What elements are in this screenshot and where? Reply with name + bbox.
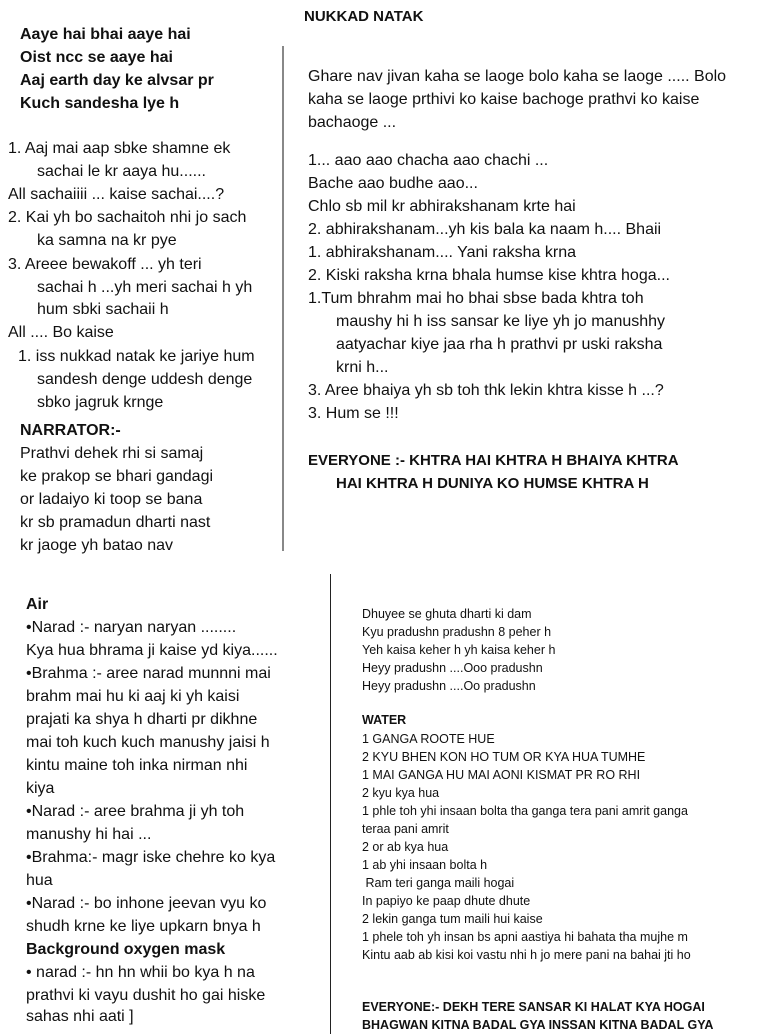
paragraph-line: kaha se laoge prthivi ko kaise bachoge prathvi ko kaise — [308, 91, 700, 108]
air-heading: Air — [26, 596, 49, 613]
everyone-line: EVERYONE:- DEKH TERE SANSAR KI HALAT KYA HOGAI — [362, 1000, 705, 1014]
water-line: Ram teri ganga maili hogai — [362, 876, 515, 890]
water-line: 2 lekin ganga tum maili hui kaise — [362, 912, 543, 926]
dialogue-line: •Narad :- bo inhone jeevan vyu ko — [26, 895, 267, 912]
column-divider — [330, 574, 331, 1034]
dialogue-line: 1. iss nukkad natak ke jariye hum — [18, 348, 255, 365]
dialogue-line: prathvi ki vayu dushit ho gai hiske — [26, 987, 266, 1004]
intro-line: Oist ncc se aaye hai — [20, 49, 173, 66]
paragraph-line: Ghare nav jivan kaha se laoge bolo kaha se laoge ..... Bolo — [308, 68, 727, 85]
water-line: 2 kyu kya hua — [362, 786, 440, 800]
intro-line: Kuch sandesha lye h — [20, 95, 180, 112]
dialogue-line: ka samna na kr pye — [37, 232, 177, 249]
water-heading: WATER — [362, 713, 407, 727]
song-line: Kyu pradushn pradushn 8 peher h — [362, 625, 552, 639]
dialogue-line: brahm mai hu ki aaj ki yh kaisi — [26, 688, 240, 705]
dialogue-line: 3. Hum se !!! — [308, 405, 399, 422]
water-line: In papiyo ke paap dhute dhute — [362, 894, 531, 908]
narrator-line: kr sb pramadun dharti nast — [20, 514, 211, 531]
dialogue-line: sahas nhi aati ] — [26, 1008, 134, 1025]
dialogue-line: sachai h ...yh meri sachai h yh — [37, 279, 253, 296]
intro-line: Aaye hai bhai aaye hai — [20, 26, 191, 43]
narrator-heading: NARRATOR:- — [20, 422, 121, 439]
dialogue-line: All sachaiiii ... kaise sachai....? — [8, 186, 225, 203]
dialogue-line: manushy hi hai ... — [26, 826, 152, 843]
dialogue-line: 2. abhirakshanam...yh kis bala ka naam h.... Bhaii — [308, 221, 662, 238]
dialogue-line: •Narad :- aree brahma ji yh toh — [26, 803, 245, 820]
song-line: Heyy pradushn ....Ooo pradushn — [362, 661, 543, 675]
water-line: 1 phele toh yh insan bs apni aastiya hi bahata tha mujhe m — [362, 930, 688, 944]
dialogue-line: mai toh kuch kuch manushy jaisi h — [26, 734, 270, 751]
dialogue-line: 2. Kai yh bo sachaitoh nhi jo sach — [8, 209, 247, 226]
intro-line: Aaj earth day ke alvsar pr — [20, 72, 214, 89]
paragraph-line: bachaoge ... — [308, 114, 397, 131]
dialogue-line: 1. Aaj mai aap sbke shamne ek — [8, 140, 231, 157]
dialogue-line: sachai le kr aaya hu...... — [37, 163, 206, 180]
everyone-line: BHAGWAN KITNA BADAL GYA INSSAN KITNA BADAL GYA — [362, 1018, 714, 1032]
narrator-line: Prathvi dehek rhi si samaj — [20, 445, 204, 462]
narrator-line: or ladaiyo ki toop se bana — [20, 491, 203, 508]
dialogue-line: aatyachar kiye jaa rha h prathvi pr uski raksha — [336, 336, 663, 353]
dialogue-line: kintu maine toh inka nirman nhi — [26, 757, 248, 774]
song-line: Dhuyee se ghuta dharti ki dam — [362, 607, 532, 621]
dialogue-line: All .... Bo kaise — [8, 324, 114, 341]
dialogue-line: hua — [26, 872, 53, 889]
dialogue-line: sandesh denge uddesh denge — [37, 371, 253, 388]
dialogue-line: prajati ka shya h dharti pr dikhne — [26, 711, 258, 728]
song-line: Heyy pradushn ....Oo pradushn — [362, 679, 536, 693]
dialogue-line: 3. Areee bewakoff ... yh teri — [8, 256, 202, 273]
dialogue-line: shudh krne ke liye upkarn bnya h — [26, 918, 261, 935]
dialogue-line: maushy hi h iss sansar ke liye yh jo manushhy — [336, 313, 666, 330]
dialogue-line: sbko jagruk krnge — [37, 394, 164, 411]
narrator-line: ke prakop se bhari gandagi — [20, 468, 214, 485]
dialogue-line: 1... aao aao chacha aao chachi ... — [308, 152, 549, 169]
column-divider — [282, 46, 284, 551]
everyone-line: EVERYONE :- KHTRA HAI KHTRA H BHAIYA KHTRA — [308, 452, 679, 469]
page-title: NUKKAD NATAK — [304, 8, 424, 25]
dialogue-line: Chlo sb mil kr abhirakshanam krte hai — [308, 198, 576, 215]
dialogue-line: Kya hua bhrama ji kaise yd kiya...... — [26, 642, 278, 659]
water-line: 2 or ab kya hua — [362, 840, 449, 854]
water-line: 1 ab yhi insaan bolta h — [362, 858, 488, 872]
song-line: Yeh kaisa keher h yh kaisa keher h — [362, 643, 556, 657]
narrator-line: kr jaoge yh batao nav — [20, 537, 173, 554]
dialogue-line: kiya — [26, 780, 55, 797]
water-line: 2 KYU BHEN KON HO TUM OR KYA HUA TUMHE — [362, 750, 646, 764]
water-line: 1 MAI GANGA HU MAI AONI KISMAT PR RO RHI — [362, 768, 641, 782]
water-line: Kintu aab ab kisi koi vastu nhi h jo mere pani na bahai jti ho — [362, 948, 691, 962]
dialogue-line: •Brahma :- aree narad munnni mai — [26, 665, 271, 682]
dialogue-line: •Brahma:- magr iske chehre ko kya — [26, 849, 276, 866]
dialogue-line: krni h... — [336, 359, 389, 376]
dialogue-line: 1. abhirakshanam.... Yani raksha krna — [308, 244, 576, 261]
dialogue-line: 2. Kiski raksha krna bhala humse kise khtra hoga... — [308, 267, 670, 284]
dialogue-line: 3. Aree bhaiya yh sb toh thk lekin khtra kisse h ...? — [308, 382, 664, 399]
dialogue-line: •Narad :- naryan naryan ........ — [26, 619, 237, 636]
everyone-line: HAI KHTRA H DUNIYA KO HUMSE KHTRA H — [336, 475, 649, 492]
water-line: 1 phle toh yhi insaan bolta tha ganga tera pani amrit ganga — [362, 804, 688, 818]
dialogue-line: • narad :- hn hn whii bo kya h na — [26, 964, 255, 981]
background-note: Background oxygen mask — [26, 941, 226, 958]
dialogue-line: 1.Tum bhrahm mai ho bhai sbse bada khtra toh — [308, 290, 644, 307]
water-line: 1 GANGA ROOTE HUE — [362, 732, 495, 746]
dialogue-line: hum sbki sachaii h — [37, 301, 169, 318]
water-line: teraa pani amrit — [362, 822, 449, 836]
dialogue-line: Bache aao budhe aao... — [308, 175, 478, 192]
